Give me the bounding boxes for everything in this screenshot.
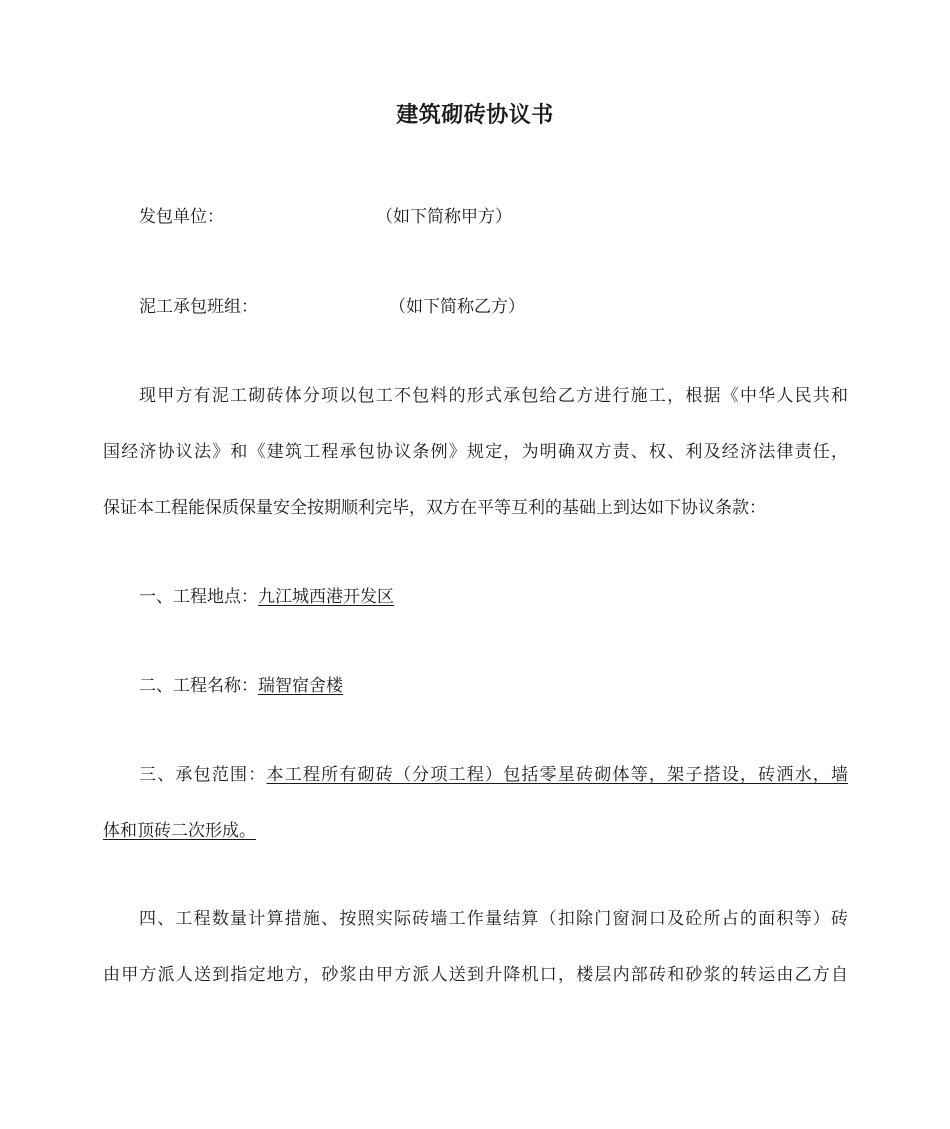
clause-1-value: 九江城西港开发区 <box>258 587 394 607</box>
clause-3-value-1: 本工程所有砌砖（分项工程）包括零星砖砌体等，架子搭设，砖洒水，墙 <box>266 765 849 785</box>
party-a-label: 发包单位： <box>139 207 224 227</box>
document-title: 建筑砌砖协议书 <box>396 103 554 128</box>
party-a-suffix: （如下简称甲方） <box>376 207 512 227</box>
clause-1 <box>139 585 848 609</box>
clause-3-value-2: 体和顶砖二次形成。 <box>103 821 256 841</box>
clause-4-line-2: 由甲方派人送到指定地方，砂浆由甲方派人送到升降机口，楼层内部砖和砂浆的转运由乙方自 <box>103 965 848 985</box>
party-b-suffix: （如下简称乙方） <box>389 297 525 317</box>
intro-line-2: 国经济协议法》和《建筑工程承包协议条例》规定，为明确双方责、权、利及经济法律责任， <box>103 442 848 462</box>
party-b-line <box>139 295 848 319</box>
party-a-line <box>139 205 848 229</box>
party-b-label: 泥工承包班组： <box>139 297 258 317</box>
intro-line-3: 保证本工程能保质保量安全按期顺利完毕，双方在平等互利的基础上到达如下协议条款： <box>103 498 766 518</box>
clause-3-line-1 <box>139 763 848 787</box>
clause-2-value: 瑞智宿舍楼 <box>258 676 343 696</box>
clause-3-line-2 <box>103 819 848 843</box>
clause-3-label: 三、承包范围： <box>139 765 267 785</box>
clause-1-label: 一、工程地点： <box>139 587 258 607</box>
intro-line-1: 现甲方有泥工砌砖体分项以包工不包料的形式承包给乙方进行施工，根据《中华人民共和 <box>139 386 848 406</box>
clause-4-line-1: 四、工程数量计算措施、按照实际砖墙工作量结算（扣除门窗洞口及砼所占的面积等）砖 <box>139 909 848 929</box>
clause-2 <box>139 674 848 698</box>
clause-2-label: 二、工程名称： <box>139 676 258 696</box>
